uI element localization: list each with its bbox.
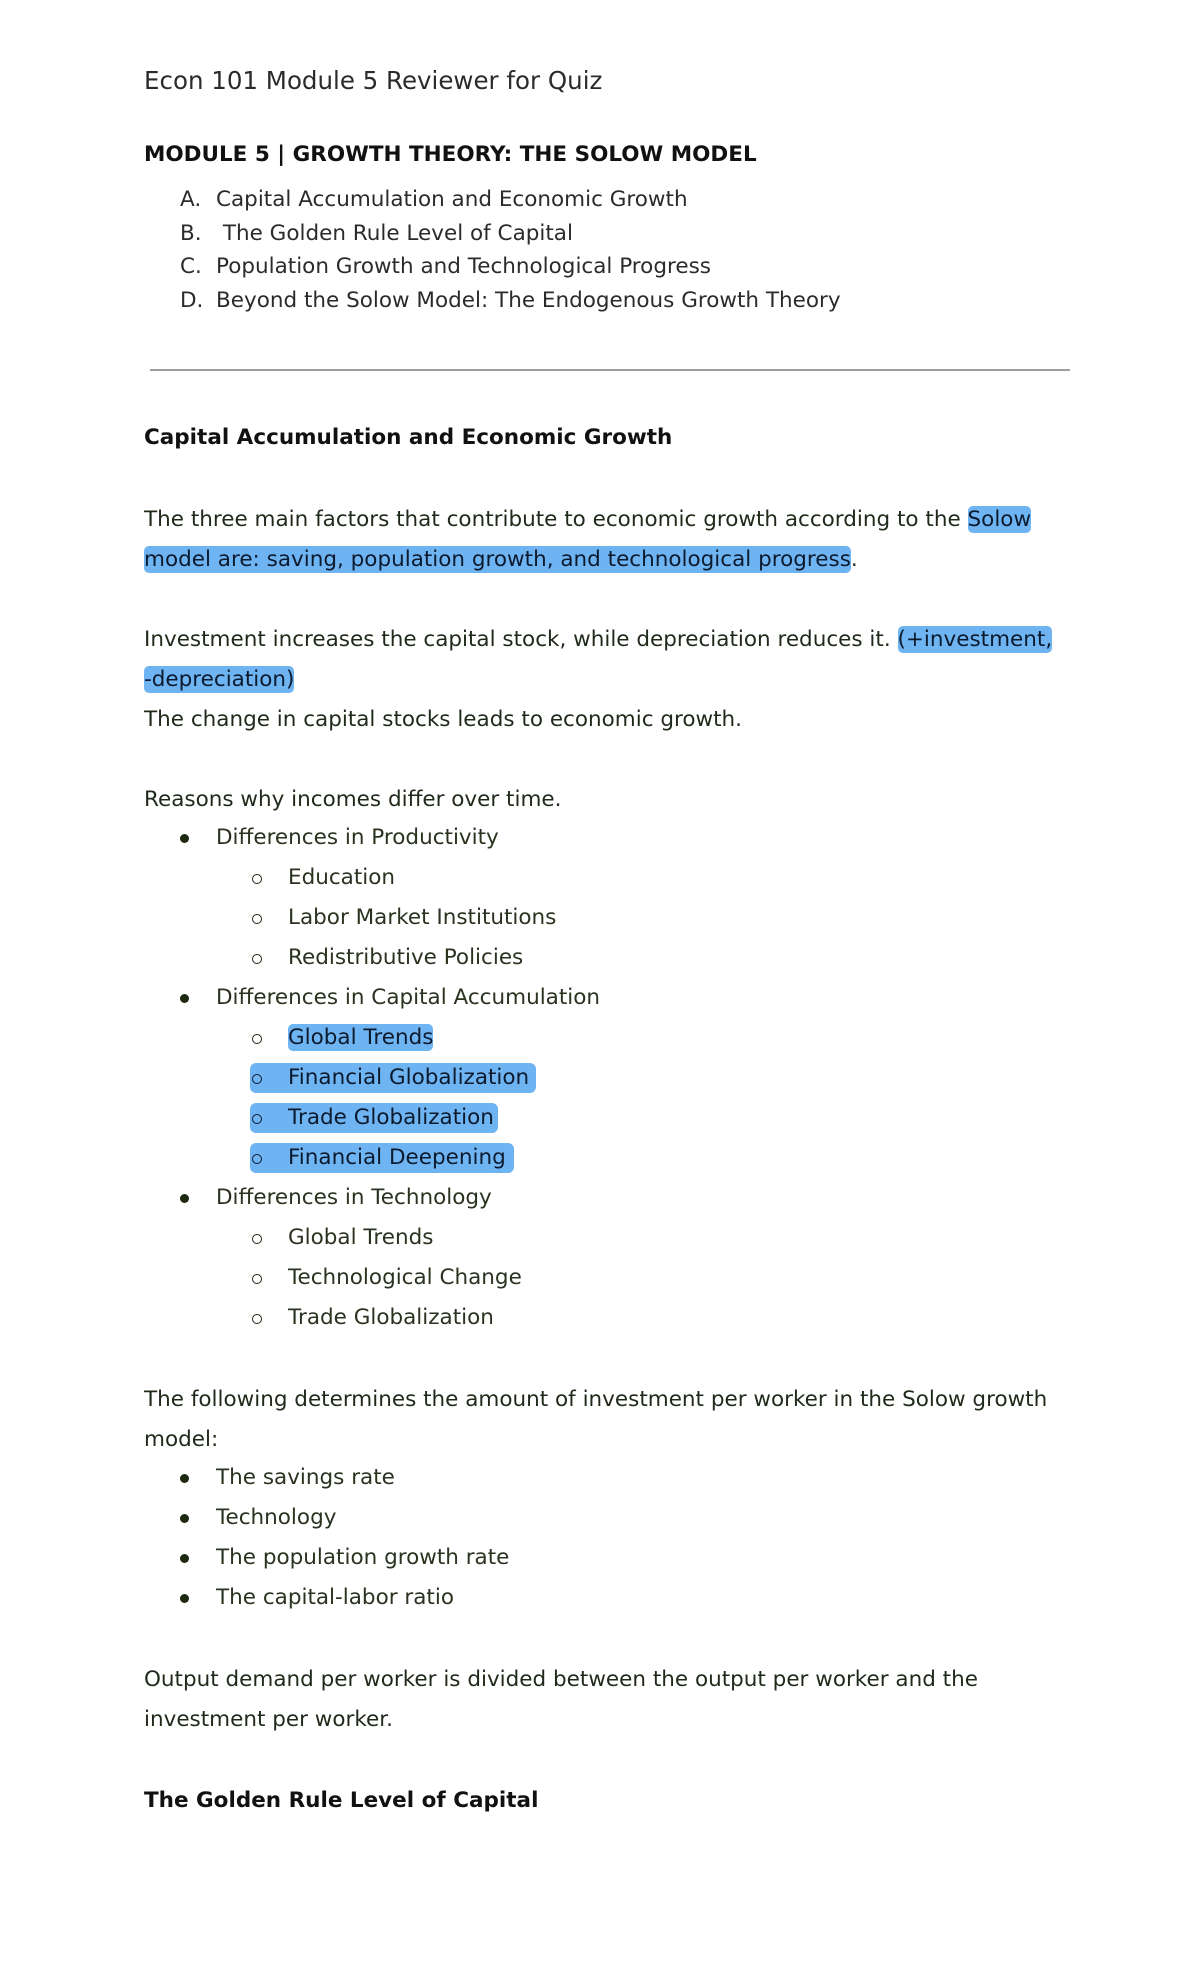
- highlighted-text: (+investment,: [897, 627, 1053, 652]
- paragraph-text: Investment increases the capital stock, while depreciation reduces it.: [144, 627, 898, 652]
- sub-bullet-icon: [252, 914, 262, 924]
- toc-text: Population Growth and Technological Progress: [216, 254, 711, 279]
- highlighted-text: Global Trends: [288, 1025, 434, 1050]
- highlighted-list-item: Financial Deepening: [250, 1143, 514, 1173]
- bullet-icon: [180, 1514, 189, 1523]
- paragraph-text: The three main factors that contribute to economic growth according to the: [144, 507, 968, 532]
- sub-bullet-icon: [252, 954, 262, 964]
- paragraph-investment-depreciation: [144, 620, 1064, 700]
- paragraph-text: .: [850, 547, 858, 572]
- toc-letter: B.: [180, 220, 202, 246]
- toc-item: [180, 183, 841, 217]
- section-heading-capital-accumulation: Capital Accumulation and Economic Growth: [144, 425, 673, 450]
- sub-bullet-icon: [252, 1314, 262, 1324]
- bullet-icon: [180, 834, 189, 843]
- sub-bullet-icon: [252, 1234, 262, 1244]
- paragraph-output-demand: Output demand per worker is divided between the output per worker and the investment per worker.: [144, 1667, 978, 1732]
- document-page: Econ 101 Module 5 Reviewer for Quiz MODULE 5 | GROWTH THEORY: THE SOLOW MODEL A. Capital Accumulation and Economic Growth B. The Golden Rule Level of Capital C. Population Growth and Technological Progress D. Beyond the Solow Model: The Endogenous Growth Theory Capital Accumulation and Economic Growth The three main factors that contribute to economic growth according to the Solow model are: saving, population growth, and technological progress. Investment increases the capital stock, while depreciation reduces it. (+investment, -depreciation) The change in capital stocks leads to economic growth. Reasons why incomes differ over time. Differences in Productivity Education Labor Market Institutions Redistributive Policies Differences in Capital Accumulation Global Trends Financial Globalization Trade Globalization Financial Deepening Differences in Technology Global Trends Technological Change Trade Globalization The following determines the amount of investment per worker in the Solow growth model: The savings rate Technology The population growth rate The capital-labor ratio Output demand per worker is divided between the output per worker and the investment per worker. The Golden Rule Level of Capital: [0, 0, 1200, 1976]
- section-heading-golden-rule: The Golden Rule Level of Capital: [144, 1788, 539, 1813]
- sub-bullet-icon: [252, 1114, 262, 1124]
- toc-text: Beyond the Solow Model: The Endogenous Growth Theory: [216, 287, 841, 313]
- toc-item: [180, 284, 841, 318]
- toc-letter: D.: [180, 287, 204, 313]
- paragraph-investment-determinants: The following determines the amount of investment per worker in the Solow growth model:: [144, 1387, 1048, 1452]
- bullet-icon: [180, 1594, 189, 1603]
- sub-bullet-icon: [252, 1074, 262, 1084]
- bullet-icon: [180, 1474, 189, 1483]
- highlighted-text: model are: saving, population growth, and technological progress: [144, 547, 851, 572]
- table-of-contents: [180, 183, 841, 317]
- highlighted-list-item: Trade Globalization: [250, 1103, 498, 1133]
- reasons-intro: Reasons why incomes differ over time.: [144, 787, 562, 812]
- paragraph-capital-change: The change in capital stocks leads to economic growth.: [144, 707, 743, 732]
- paragraph-solow-factors: [144, 500, 1064, 580]
- toc-item: [180, 250, 841, 284]
- highlighted-text: -depreciation): [144, 667, 295, 692]
- bullet-icon: [180, 1194, 189, 1203]
- sub-bullet-icon: [252, 874, 262, 884]
- module-heading: MODULE 5 | GROWTH THEORY: THE SOLOW MODEL: [144, 142, 757, 167]
- bullet-icon: [180, 1554, 189, 1563]
- highlighted-text: Solow: [967, 507, 1032, 532]
- toc-item: [180, 217, 841, 251]
- toc-text: The Golden Rule Level of Capital: [216, 220, 573, 246]
- sub-bullet-icon: [252, 1034, 262, 1044]
- highlighted-list-item: Financial Globalization: [250, 1063, 536, 1093]
- bullet-icon: [180, 994, 189, 1003]
- toc-text: Capital Accumulation and Economic Growth: [216, 187, 688, 212]
- toc-letter: A.: [180, 187, 202, 212]
- toc-letter: C.: [180, 254, 202, 279]
- sub-bullet-icon: [252, 1154, 262, 1164]
- sub-bullet-icon: [252, 1274, 262, 1284]
- document-title: Econ 101 Module 5 Reviewer for Quiz: [144, 66, 603, 95]
- horizontal-divider: [150, 369, 1070, 371]
